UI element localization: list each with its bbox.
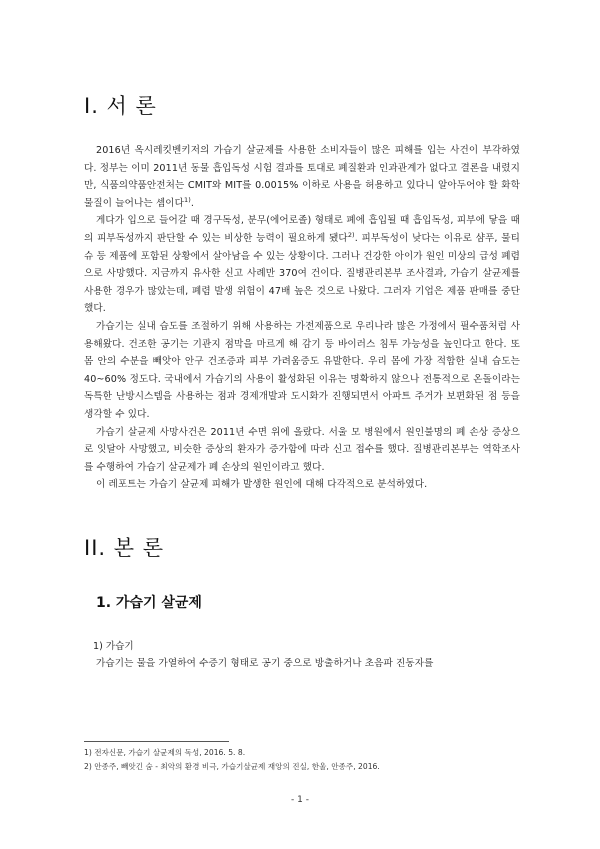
intro-paragraph-2: [84, 212, 520, 318]
footnote-ref-2: 2): [347, 230, 355, 239]
intro-paragraph-3: 가습기는 실내 습도를 조절하기 위해 사용하는 가전제품으로 우리나라 많은 가정에서 필수품처럼 사용해왔다. 건조한 공기는 기관지 점막을 마르게 해 감기 등 바이러스 침투 가능성을 높인다고 한다. 또 몸 안의 수분을 빼앗아 안구 건조증과 피부 가려움증도 유발한다. 우리 몸에 가장 적합한 실내 습도는 40~60% 정도다. 국내에서 가습기의 사용이 활성화된 이유는 명확하지 않으나 전통적으로 온돌이라는 독특한 난방시스템을 사용하는 점과 경제개발과 도시화가 진행되면서 아파트 주거가 보편화된 점 등을 생각할 수 있다.: [84, 320, 520, 420]
subsection-heading: 1. 가습기 살균제: [96, 594, 202, 611]
intro-paragraph-4: 가습기 살균제 사망사건은 2011년 수면 위에 올랐다. 서울 모 병원에서 원인불명의 폐 손상 증상으로 잇달아 사망했고, 비슷한 증상의 환자가 증가함에 따라 신고 접수를 했다. 질병관리본부는 역학조사를 수행하여 가습기 살균제가 폐 손상의 원인이라고 했다.: [84, 426, 520, 473]
footnote-1: 1) 전자신문, 가습기 살균제의 독성, 2016. 5. 8.: [84, 748, 246, 757]
page-number: - 1 -: [291, 795, 309, 805]
intro-paragraph-5: 이 레포트는 가습기 살균제 피해가 발생한 원인에 대해 다각적으로 분석하였다.: [96, 479, 428, 491]
body-paragraph-1: 가습기는 물을 가열하여 수증기 형태로 공기 중으로 방출하거나 초음파 진동자를: [96, 658, 434, 670]
intro-paragraph-1: [84, 142, 520, 212]
intro-paragraph-2-text: 게다가 입으로 들어갈 때 경구독성, 분무(에어로졸) 형태로 폐에 흡입될 때 흡입독성, 피부에 닿을 때의 피부독성까지 판단할 수 있는 비상한 능력이 필요하게 됐다: [84, 215, 520, 244]
intro-paragraph-1-text: 2016년 옥시레킷벤키저의 가습기 살균제를 사용한 소비자들이 많은 피해를 입는 사건이 부각하였다. 정부는 이미 2011년 동물 흡입독성 시험 결과를 토대로 폐질환과 인과관계가 없다고 결론을 내렸지만, 식품의약품안전처는 CMIT와 MIT를 0.0015% 이하로 사용을 허용하고 있다니 알아두어야 할 화학물질이 늘어나는 셈이다: [84, 145, 520, 209]
intro-heading: I. 서 론: [84, 94, 157, 118]
footnote-divider: [84, 741, 229, 742]
footnote-ref-1: 1): [183, 195, 191, 204]
footnote-2: 2) 안종주, 빼앗긴 숨 - 최악의 환경 비극, 가습기살균제 재앙의 진실, 한울, 안종주, 2016.: [84, 762, 380, 771]
footnotes: [84, 741, 520, 774]
intro-paragraph-1-end: .: [190, 197, 195, 209]
document-body: [84, 90, 520, 673]
intro-paragraph-2-rest: . 피부독성이 낮다는 이유로 샴푸, 물티슈 등 제품에 포함된 상황에서 살아남을 수 있는 상황이다. 그러나 건강한 아이가 원인 미상의 급성 폐렴으로 사망했다. 지금까지 유사한 신고 사례만 370여 건이다. 질병관리본부 조사결과, 가습기 살균제를 사용한 경우가 많았는데, 폐렴 발생 위험이 47배 높은 것으로 나왔다. 그러자 기업은 제품 판매를 중단했다.: [84, 232, 521, 315]
body-heading: II. 본 론: [84, 535, 164, 560]
list-item-label: 1) 가습기: [93, 640, 134, 652]
